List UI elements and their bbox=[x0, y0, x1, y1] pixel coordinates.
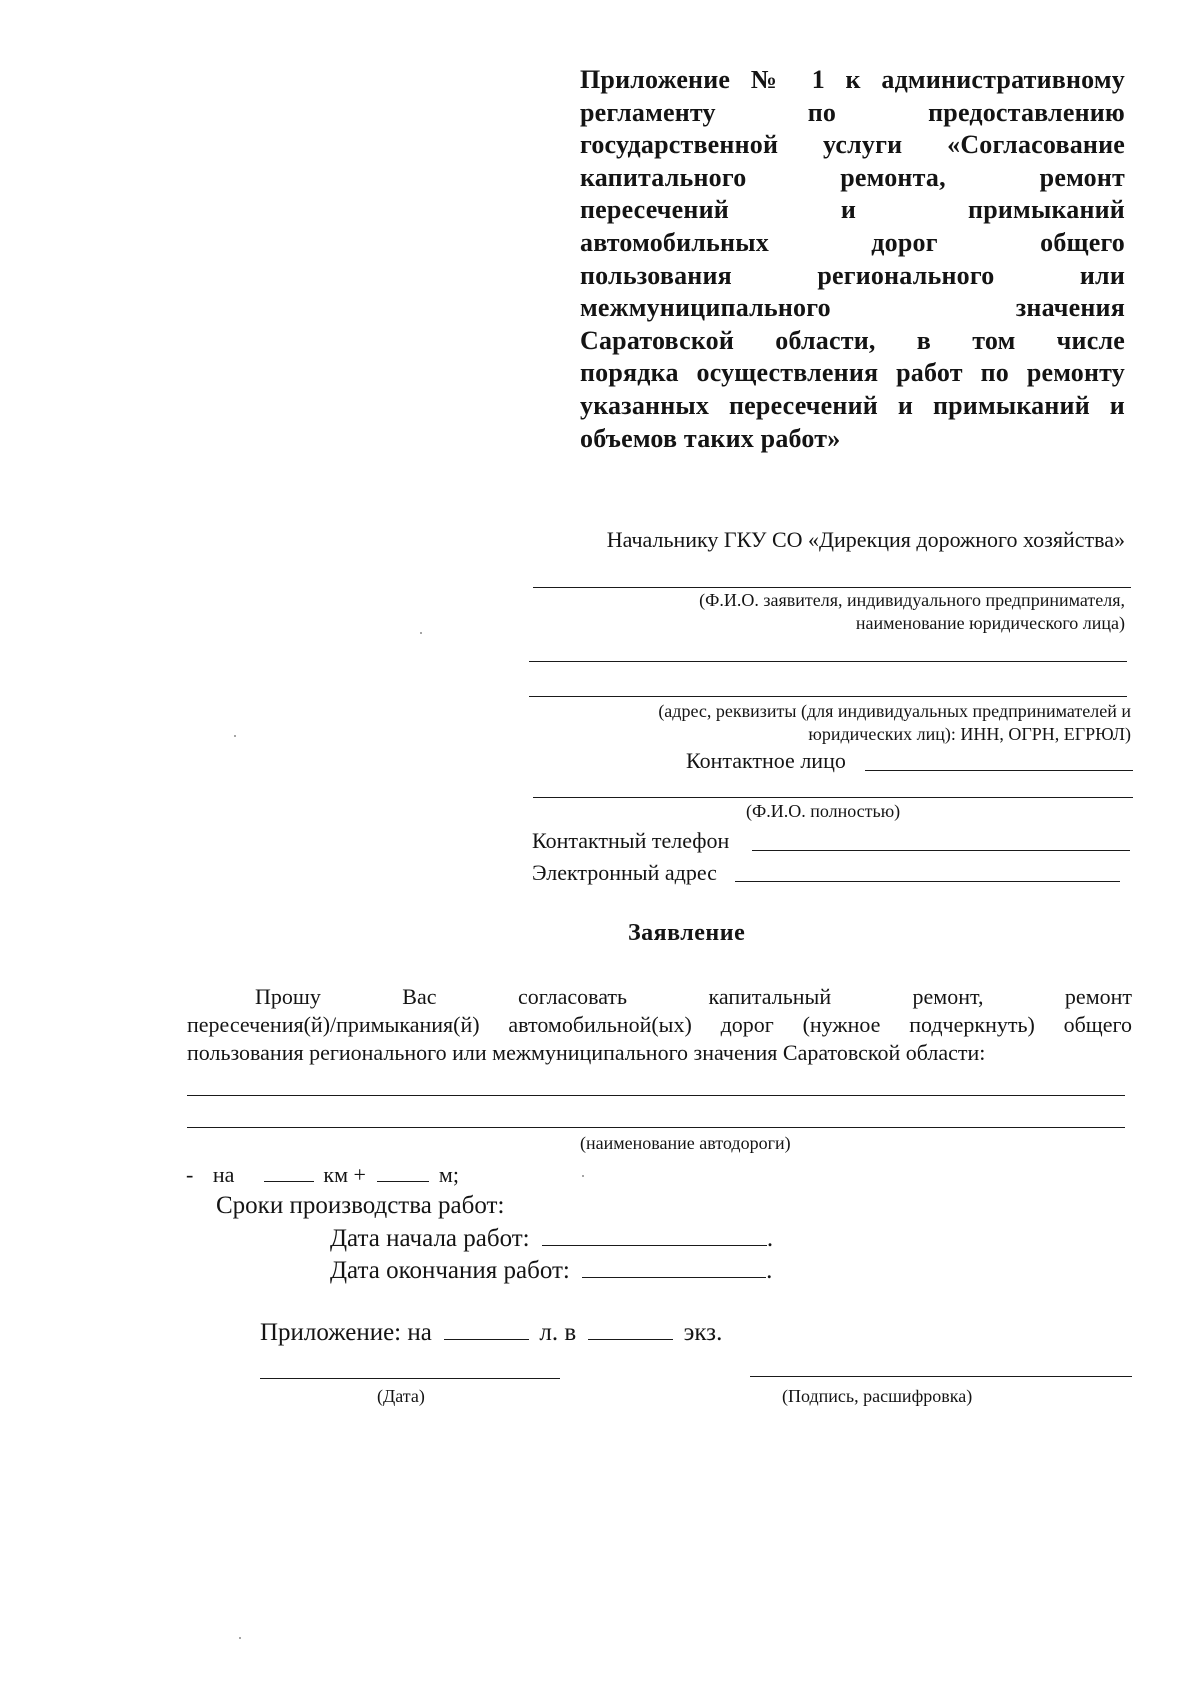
scan-speck bbox=[239, 1637, 241, 1639]
km-unit: км + bbox=[323, 1162, 366, 1187]
attachment-label: Приложение: на bbox=[260, 1319, 432, 1346]
addressee: Начальнику ГКУ СО «Дирекция дорожного хозяйства» bbox=[606, 527, 1125, 552]
attachment-row bbox=[260, 1319, 722, 1347]
contact-person-field[interactable] bbox=[865, 770, 1133, 771]
start-date-row bbox=[330, 1225, 773, 1253]
end-date-row bbox=[330, 1257, 772, 1285]
copies-unit: экз. bbox=[683, 1319, 723, 1346]
terms-label: Сроки производства работ: bbox=[216, 1192, 505, 1219]
statement-line: пользования регионального или межмуниципального значения Саратовской области: bbox=[187, 1040, 986, 1065]
address-caption: юридических лиц): ИНН, ОГРН, ЕГРЮЛ) bbox=[808, 724, 1131, 744]
statement-title: Заявление bbox=[628, 920, 746, 946]
road-name-field[interactable] bbox=[187, 1095, 1125, 1096]
scan-speck bbox=[234, 735, 236, 737]
header-line: пользования регионального или bbox=[580, 260, 1125, 290]
road-name-field[interactable] bbox=[187, 1127, 1125, 1128]
start-date-period: . bbox=[766, 1225, 774, 1252]
header-line: автомобильных дорог общего bbox=[580, 227, 1125, 257]
header-line: капитального ремонта, ремонт bbox=[580, 162, 1125, 192]
applicant-name-field[interactable] bbox=[533, 587, 1131, 588]
contact-phone-field[interactable] bbox=[752, 850, 1130, 851]
contact-person-label: Контактное лицо bbox=[686, 748, 846, 773]
header-line: регламенту по предоставлению bbox=[580, 97, 1125, 127]
meter-unit: м; bbox=[438, 1162, 459, 1187]
end-date-label: Дата окончания работ: bbox=[330, 1257, 570, 1284]
header-line: объемов таких работ» bbox=[580, 423, 841, 453]
signature-caption: (Подпись, расшифровка) bbox=[782, 1386, 973, 1406]
header-line: государственной услуги «Согласование bbox=[580, 130, 1125, 160]
address-field[interactable] bbox=[529, 696, 1127, 697]
contact-person-field-line[interactable] bbox=[533, 797, 1133, 798]
start-date-field[interactable] bbox=[542, 1225, 767, 1246]
meter-field[interactable] bbox=[377, 1161, 429, 1182]
email-label: Электронный адрес bbox=[532, 860, 717, 885]
header-line: пересечений и примыканий bbox=[580, 195, 1125, 225]
km-line bbox=[186, 1161, 459, 1188]
header-line: Приложение № 1 к административному bbox=[580, 65, 1125, 94]
end-date-period: . bbox=[766, 1257, 773, 1284]
scan-speck bbox=[582, 1175, 584, 1177]
header-line: указанных пересечений и примыканий и bbox=[580, 390, 1125, 420]
km-dash: - bbox=[186, 1162, 194, 1187]
signature-field[interactable] bbox=[750, 1376, 1132, 1377]
contact-phone-label: Контактный телефон bbox=[532, 828, 730, 853]
km-na: на bbox=[212, 1162, 235, 1187]
scan-speck bbox=[420, 632, 422, 634]
statement-paragraph bbox=[187, 983, 1132, 1067]
sheets-field[interactable] bbox=[444, 1319, 529, 1340]
start-date-label: Дата начала работ: bbox=[330, 1225, 530, 1252]
address-caption: (адрес, реквизиты (для индивидуальных предпринимателей и bbox=[658, 701, 1131, 721]
copies-field[interactable] bbox=[588, 1319, 673, 1340]
email-field[interactable] bbox=[735, 881, 1120, 882]
header-line: межмуниципального значения bbox=[580, 293, 1125, 323]
statement-line: пересечения(й)/примыкания(й) автомобильной(ых) дорог (нужное подчеркнуть) общего bbox=[187, 1012, 1132, 1037]
appendix-header bbox=[580, 64, 1125, 455]
header-line: порядка осуществления работ по ремонту bbox=[580, 358, 1125, 388]
statement-line: Прошу Вас согласовать капитальный ремонт, ремонт bbox=[255, 984, 1132, 1009]
date-caption: (Дата) bbox=[377, 1386, 425, 1406]
road-caption: (наименование автодороги) bbox=[580, 1133, 791, 1153]
applicant-caption: наименование юридического лица) bbox=[855, 613, 1125, 633]
km-field[interactable] bbox=[264, 1161, 314, 1182]
header-line: Саратовской области, в том числе bbox=[580, 325, 1125, 355]
address-field[interactable] bbox=[529, 661, 1127, 662]
end-date-field[interactable] bbox=[582, 1257, 766, 1278]
date-field[interactable] bbox=[260, 1378, 560, 1379]
sheets-unit: л. в bbox=[539, 1319, 577, 1346]
fio-caption: (Ф.И.О. полностью) bbox=[746, 801, 901, 821]
applicant-caption: (Ф.И.О. заявителя, индивидуального предпринимателя, bbox=[699, 590, 1125, 610]
